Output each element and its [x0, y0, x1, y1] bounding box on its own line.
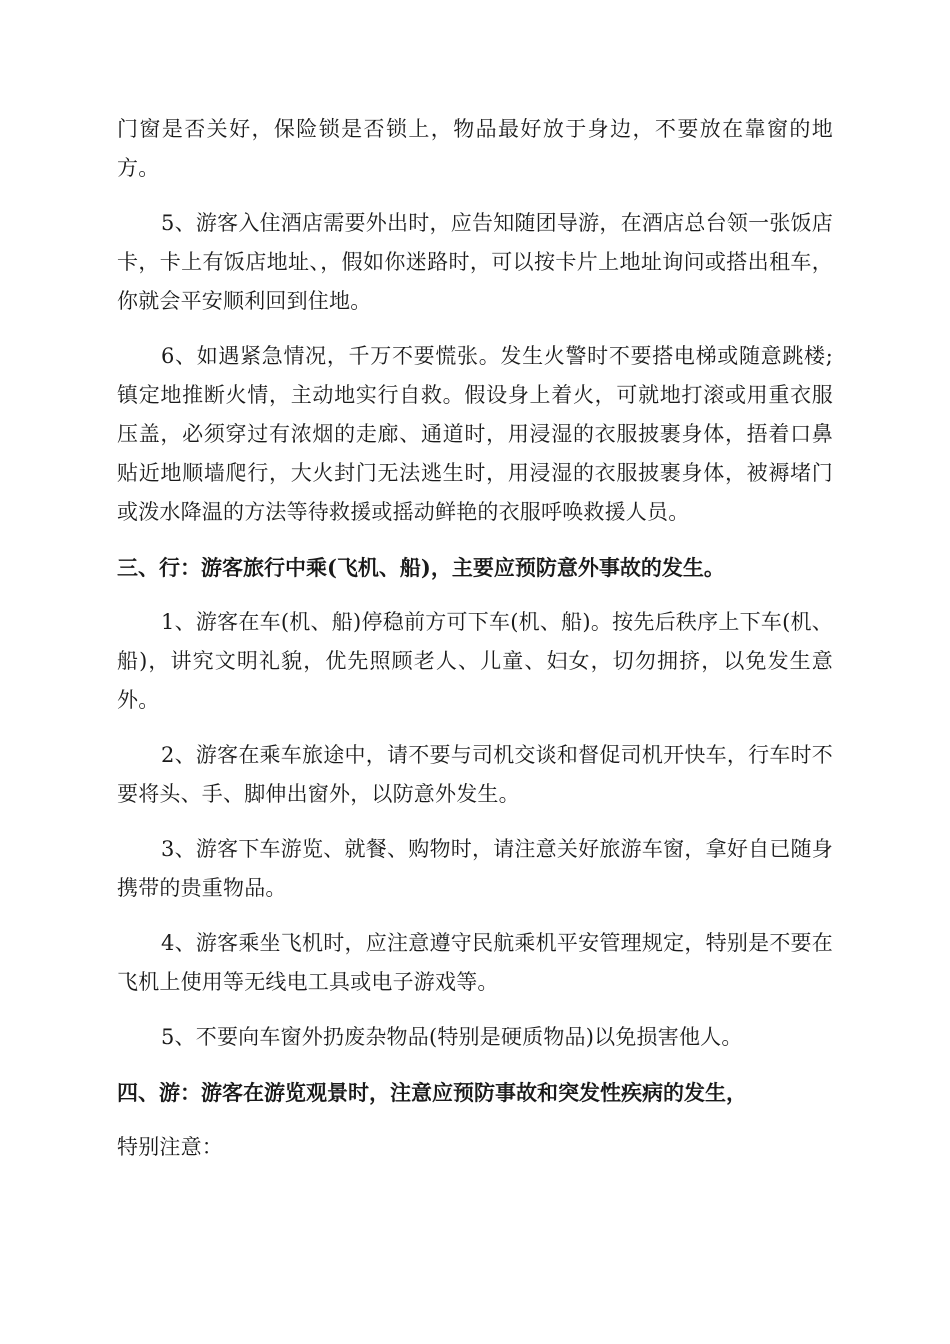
- paragraph-item-3-valuables: 3、游客下车游览、就餐、购物时，请注意关好旅游车窗，拿好自已随身携带的贵重物品。: [117, 837, 833, 900]
- paragraph-item-6-emergency: 6、如遇紧急情况，千万不要慌张。发生火警时不要搭电梯或随意跳楼;镇定地推断火情，主动地实行自救。假设身上着火，可就地打滚或用重衣服压盖，必须穿过有浓烟的走廊、通道时，用浸湿的衣服披裹身体，捂着口鼻贴近地顺墙爬行，大火封门无法逃生时，用浸湿的衣服披裹身体，被褥堵门或泼水降温的方法等待救援或摇动鲜艳的衣服呼唤救援人员。: [117, 344, 833, 524]
- document-page: [117, 110, 833, 1183]
- paragraph-item-4-flight: 4、游客乘坐飞机时，应注意遵守民航乘机平安管理规定，特别是不要在飞机上使用等无线电工具或电子游戏等。: [117, 931, 833, 994]
- paragraph-item-2-driver: 2、游客在乘车旅途中，请不要与司机交谈和督促司机开快车，行车时不要将头、手、脚伸出窗外，以防意外发生。: [117, 743, 833, 806]
- paragraph-item-5-litter: 5、不要向车窗外扔废杂物品(特别是硬质物品)以免损害他人。: [161, 1025, 743, 1049]
- section-heading-sightseeing: 四、游：游客在游览观景时，注意应预防事故和突发性疾病的发生，: [117, 1080, 747, 1105]
- paragraph-special-note: 特别注意：: [117, 1135, 223, 1159]
- section-heading-travel: 三、行：游客旅行中乘(飞机、船)，主要应预防意外事故的发生。: [117, 555, 725, 580]
- paragraph-item-5-hotel-card: 5、游客入住酒店需要外出时，应告知随团导游，在酒店总台领一张饭店卡，卡上有饭店地址、，假如你迷路时，可以按卡片上地址询问或搭出租车，你就会平安顺利回到住地。: [117, 211, 833, 313]
- paragraph-item-1-boarding: 1、游客在车(机、船)停稳前方可下车(机、船)。按先后秩序上下车(机、船)，讲究文明礼貌，优先照顾老人、儿童、妇女，切勿拥挤，以免发生意外。: [117, 610, 833, 712]
- paragraph-continuation: 门窗是否关好，保险锁是否锁上，物品最好放于身边，不要放在靠窗的地方。: [117, 117, 833, 180]
